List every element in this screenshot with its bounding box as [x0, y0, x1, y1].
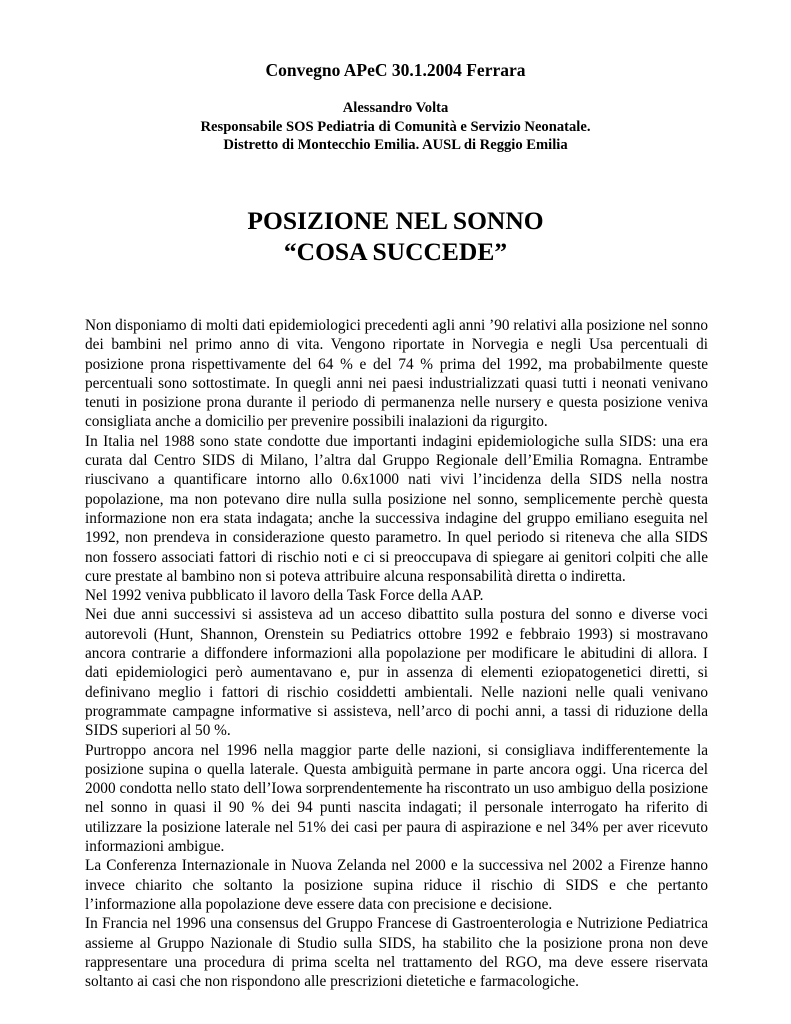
paragraph: Purtroppo ancora nel 1996 nella maggior parte delle nazioni, si consigliava indifferentemente la posizione supina o quella laterale. Questa ambiguità permane in parte ancora oggi. Una ricerca del 2000 condotta nello stato dell’Iowa sorprendentemente ha riscontrato un uso ambiguo della posizione nel sonno in quasi il 90 % dei 94 punti nascita indagati; il personale interrogato ha riferito di utilizzare la posizione laterale nel 51% dei casi per paura di aspirazione e nel 34% per aver ricevuto informazioni ambigue.	[85, 741, 708, 856]
author-name: Alessandro Volta	[342, 100, 449, 116]
title-line-1: POSIZIONE NEL SONNO	[247, 206, 544, 235]
paragraph: La Conferenza Internazionale in Nuova Zelanda nel 2000 e la successiva nel 2002 a Firenze hanno invece chiarito che soltanto la posizione supina riduce il rischio di SIDS e che pertanto l’informazione alla popolazione deve essere data con precisione e decisione.	[85, 857, 708, 913]
body-text	[85, 316, 708, 991]
author-role: Responsabile SOS Pediatria di Comunità e Servizio Neonatale.	[200, 118, 591, 135]
title-line-2: “COSA SUCCEDE”	[283, 237, 508, 266]
paragraph: Nei due anni successivi si assisteva ad un acceso dibattito sulla postura del sonno e diverse voci autorevoli (Hunt, Shannon, Orenstein su Pediatrics ottobre 1992 e febbraio 1993) si mostravano ancora contrarie a diffondere informazioni alla popolazione per modificare le abitudini di allora. I dati epidemiologici però aumentavano e, pur in assenza di elementi eziopatogenetici diretti, si definivano meglio i fattori di rischio cosiddetti ambientali. Nelle nazioni nelle quali venivano programmate campagne informative si assisteva, nell’arco di pochi anni, a tassi di riduzione della SIDS superiori al 50 %.	[85, 606, 708, 740]
document-title	[0, 205, 791, 267]
conference-heading: Convegno APeC 30.1.2004 Ferrara	[265, 60, 526, 80]
author-block	[0, 99, 791, 155]
author-affiliation: Distretto di Montecchio Emilia. AUSL di Reggio Emilia	[223, 137, 568, 153]
paragraph: In Francia nel 1996 una consensus del Gruppo Francese di Gastroenterologia e Nutrizione Pediatrica assieme al Gruppo Nazionale di Studio sulla SIDS, ha stabilito che la posizione prona non deve rappresentare una procedura di prima scelta nel trattamento del RGO, ma deve essere riservata soltanto ai casi che non rispondono alle prescrizioni dietetiche e farmacologiche.	[85, 915, 708, 991]
paragraph: Non disponiamo di molti dati epidemiologici precedenti agli anni ’90 relativi alla posizione nel sonno dei bambini nel primo anno di vita. Vengono riportate in Norvegia e negli Usa percentuali di posizione prona rispettivamente del 64 % e del 74 % prima del 1992, ma probabilmente queste percentuali sono sottostimate. In quegli anni nei paesi industrializzati quasi tutti i neonati venivano tenuti in posizione prona durante il periodo di permanenza nelle nursery e questa posizione veniva consigliata anche a domicilio per prevenire possibili inalazioni da rigurgito.	[85, 317, 708, 431]
paragraph: In Italia nel 1988 sono state condotte due importanti indagini epidemiologiche sulla SIDS: una era curata dal Centro SIDS di Milano, l’altra dal Gruppo Regionale dell’Emilia Romagna. Entrambe riuscivano a quantificare intorno allo 0.6x1000 nati vivi l’incidenza della SIDS nella nostra popolazione, ma non potevano dire nulla sulla posizione nel sonno, semplicemente perchè questa informazione non era stata indagata; anche la successiva indagine del gruppo emiliano eseguita nel 1992, non prendeva in considerazione questo parametro. In quel periodo si riteneva che alla SIDS non fossero associati fattori di rischio noti e ci si preoccupava di spiegare ai genitori colpiti che alle cure prestate al bambino non si poteva attribuire alcuna responsabilità diretta o indiretta.	[85, 432, 708, 585]
paragraph: Nel 1992 veniva pubblicato il lavoro della Task Force della AAP.	[85, 587, 484, 605]
